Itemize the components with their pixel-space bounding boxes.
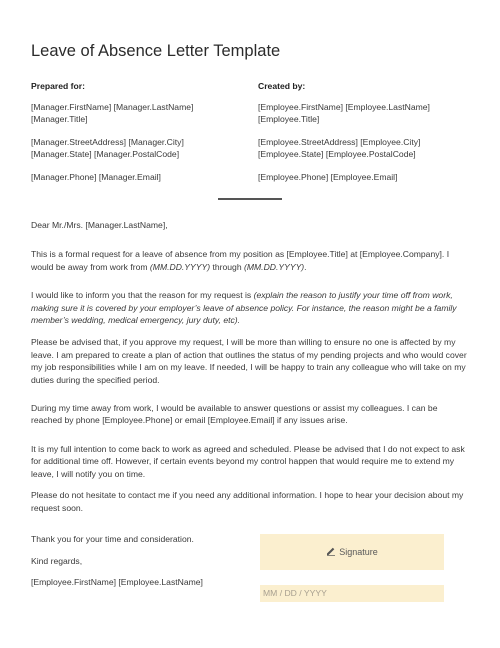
manager-contact-block <box>31 171 246 183</box>
created-by-section <box>258 80 473 194</box>
closing-name: [Employee.FirstName] [Employee.LastName] <box>31 577 203 587</box>
signature-label: Signature <box>339 547 378 557</box>
period-text: . <box>304 261 307 272</box>
paragraph-availability: During my time away from work, I would be available to answer questions or assist my colleagues. I can be reached by phone [Employee.Phone] or email [Employee.Email] if any issues arise. <box>31 403 438 426</box>
created-by-label: Created by: <box>258 81 306 91</box>
letter-body <box>31 219 469 514</box>
start-date-placeholder: (MM.DD.YYYY) <box>149 261 211 272</box>
manager-address-line1: [Manager.StreetAddress] [Manager.City] <box>31 137 184 147</box>
prepared-for-section <box>31 80 246 194</box>
employee-address-line2: [Employee.State] [Employee.PostalCode] <box>258 149 416 159</box>
reason-intro: I would like to inform you that the reason for my request is <box>31 290 254 301</box>
paragraph-request <box>31 248 469 273</box>
manager-title: [Manager.Title] <box>31 114 88 124</box>
paragraph-contact: Please do not hesitate to contact me if you need any additional information. I hope to hear your decision about my request soon. <box>31 490 464 513</box>
manager-address-block <box>31 136 246 160</box>
date-field[interactable]: MM / DD / YYYY <box>260 585 444 602</box>
employee-address-block <box>258 136 473 160</box>
pen-icon <box>326 546 336 558</box>
paragraph-coverage: Please be advised that, if you approve my request, I will be more than willing to ensure no one is affected by my leave. I am prepared to create a plan of action that outlines the status of my pending projects and who would cover my job responsibilities while I am on my leave. If needed, I will be happy to train any colleague who will take on my duties during the specified period. <box>31 337 467 385</box>
employee-contact-block <box>258 171 473 183</box>
closing-block <box>31 534 203 599</box>
document-title: Leave of Absence Letter Template <box>31 42 281 60</box>
paragraph-reason <box>31 289 469 326</box>
closing-regards: Kind regards, <box>31 555 83 566</box>
end-date-placeholder: (MM.DD.YYYY) <box>244 261 305 272</box>
closing-thanks: Thank you for your time and consideration. <box>31 534 194 544</box>
employee-name: [Employee.FirstName] [Employee.LastName] <box>258 102 430 112</box>
manager-address-line2: [Manager.State] [Manager.PostalCode] <box>31 149 180 159</box>
employee-name-block <box>258 101 473 125</box>
employee-address-line1: [Employee.StreetAddress] [Employee.City] <box>258 137 421 147</box>
manager-name-block <box>31 101 246 125</box>
section-divider <box>218 198 282 200</box>
prepared-for-label: Prepared for: <box>31 81 85 91</box>
manager-contact: [Manager.Phone] [Manager.Email] <box>31 172 161 182</box>
signature-field[interactable] <box>260 534 444 570</box>
salutation: Dear Mr./Mrs. [Manager.LastName], <box>31 220 168 230</box>
employee-contact: [Employee.Phone] [Employee.Email] <box>258 172 398 182</box>
through-text: through <box>210 261 244 272</box>
reason-explanation: (explain the reason to justify your time off from work, making sure it is covered by your employer’s leave of absence policy. For instance, the reason might be a family member’s wedding, medical emergency, jury duty, etc). <box>31 290 457 326</box>
employee-title: [Employee.Title] <box>258 114 320 124</box>
paragraph-return: It is my full intention to come back to work as agreed and scheduled. Please be advised that I do not expect to ask for additional time off. However, if certain events beyond my control happen that would require me to extend my leave, I will notify you on time. <box>31 443 465 479</box>
manager-name: [Manager.FirstName] [Manager.LastName] <box>31 102 194 112</box>
request-text: This is a formal request for a leave of absence from my position as [Employee.Title] at [Employee.Company]. I would be away from work from <box>31 249 450 272</box>
